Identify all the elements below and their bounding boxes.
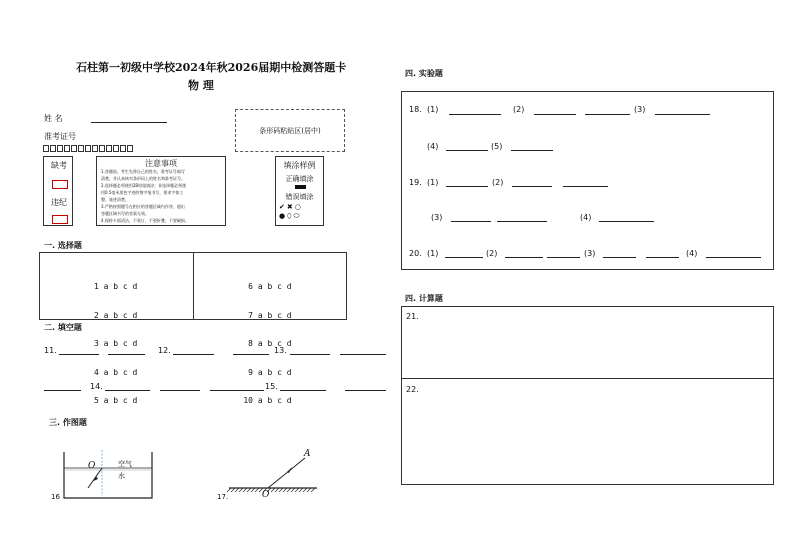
calculation-answer-box[interactable] [401,306,774,485]
choice-row-4: 4 a b c d [94,367,138,377]
q17-label: 17. [217,493,229,501]
correct-fill-label: 正确填涂 [285,175,314,183]
fig17-point-a: A [304,449,311,459]
q20-part4: (4) [686,249,698,258]
q13-blank-3[interactable] [44,390,81,391]
choice-row-1: 1 a b c d [94,282,138,291]
q18-blank-4[interactable] [655,114,710,115]
fig16-air-label: 空气 [118,460,132,468]
violation-checkbox[interactable] [52,215,68,224]
exam-id-label: 准考证号 [44,132,76,141]
q14-blank-1[interactable] [105,390,150,391]
q15-blank-2[interactable] [345,390,386,391]
q14-blank-2[interactable] [160,390,200,391]
name-field[interactable] [91,122,167,123]
q11-blank-1[interactable] [59,354,99,355]
q18-blank-3[interactable] [585,114,630,115]
q12-blank-1[interactable] [173,354,214,355]
q19-blank-2[interactable] [512,186,552,187]
q19-part2: (2) [492,178,504,187]
q20-part1: (1) [427,249,439,258]
fill-sample-box [275,156,324,226]
q14-blank-3[interactable] [210,390,264,391]
q18-blank-5[interactable] [446,150,488,151]
q18-part1: (1) [427,105,439,114]
barcode-area [235,109,345,152]
q20-blank-2[interactable] [505,257,543,258]
absent-violation-box [43,156,73,226]
q18-blank-6[interactable] [511,150,553,151]
q19-blank-5[interactable] [497,221,547,222]
q19-blank-3[interactable] [563,186,608,187]
q19-blank-1[interactable] [446,186,488,187]
q12-label: 12. [158,346,171,355]
choice-row-9: 9 a b c d [248,367,292,377]
q20-blank-1[interactable] [445,257,483,258]
page-title: 石柱第一初级中学校2024年秋2026届期中检测答题卡 [76,61,347,74]
q20-blank-5[interactable] [646,257,679,258]
q18-label: 18. [409,105,422,114]
correct-fill-mark [295,185,306,189]
q18-part4: (4) [427,142,439,151]
section4-title: 四. 实验题 [405,69,443,78]
q13-blank-1[interactable] [290,354,330,355]
choice-row-3: 3 a b c d [94,339,138,348]
choice-row-10: 10 a b c d [243,396,292,405]
q19-part1: (1) [427,178,439,187]
absent-checkbox[interactable] [52,180,68,189]
calculation-divider [402,378,773,379]
fill-sample-title: 填涂样例 [283,161,316,170]
q19-label: 19. [409,178,422,187]
wrong-fill-label: 错误填涂 [285,193,314,201]
q19-part4: (4) [580,213,592,222]
choice-row-7: 7 a b c d [248,310,292,320]
notice-title: 注意事项 [145,159,177,168]
q11-blank-2[interactable] [108,354,145,355]
exam-id-cells[interactable] [43,145,134,152]
q18-blank-1[interactable] [449,114,501,115]
q18-blank-2[interactable] [534,114,576,115]
notice-box [96,156,226,226]
fig16-point-o: O [88,461,96,471]
name-label: 姓 名 [44,114,63,123]
refraction-diagram[interactable] [40,440,180,505]
wrong-fill-marks: ✔✖○ ●⬯⬭ [279,203,303,220]
q15-blank-1[interactable] [280,390,326,391]
choice-left-column[interactable] [94,263,137,425]
q16-label: 16 [51,493,60,501]
q20-part2: (2) [486,249,498,258]
choice-row-2: 2 a b c d [94,310,138,320]
q19-part3: (3) [431,213,443,222]
subject-title: 物 理 [188,79,214,92]
q20-part3: (3) [584,249,596,258]
q18-part5: (5) [491,142,503,151]
experiment-answer-box [401,91,774,270]
notice-text: 1.答题前，考生先将自己的姓名、准考证号填写 清楚，并认真核对条形码上的姓名和准考证号。 2.选择题必须使用2B铅笔填涂；非选择题必须使 用0.5毫米黑色字迹的签字笔书写，要求字体工 整、笔迹清楚。 3.严格按照题号在相应的答题区域内作答，超出 答题区域书写的答案无效。 4.保持卡面清洁，不装订，不要折叠，不要破损。 [101,169,189,223]
q19-blank-6[interactable] [599,221,654,222]
section3-title: 三. 作图题 [49,418,87,427]
section5-title: 四. 计算题 [405,294,443,303]
q12-blank-2[interactable] [233,354,269,355]
barcode-label: 条形码粘贴区(居中) [259,127,321,135]
q19-blank-4[interactable] [451,221,491,222]
q20-label: 20. [409,249,422,258]
q13-blank-2[interactable] [340,354,386,355]
q14-label: 14. [90,382,103,391]
choice-row-6: 6 a b c d [248,282,292,291]
q18-part2: (2) [513,105,525,114]
q20-blank-3[interactable] [547,257,580,258]
q18-part3: (3) [634,105,646,114]
choice-row-5: 5 a b c d [94,396,138,405]
choice-right-column[interactable] [243,263,292,425]
choice-row-8: 8 a b c d [248,339,292,348]
q15-label: 15. [265,382,278,391]
fig16-water-label: 水 [118,472,125,480]
section1-title: 一. 选择题 [44,241,82,250]
choice-divider [193,253,194,319]
section2-title: 二. 填空题 [44,323,82,332]
fig17-point-o: O [262,490,270,500]
q21-label: 21. [406,312,419,321]
q13-label: 13. [274,346,287,355]
q20-blank-6[interactable] [706,257,761,258]
absent-label: 缺考 [51,161,67,170]
violation-label: 违纪 [51,198,67,207]
q22-label: 22. [406,385,419,394]
q11-label: 11. [44,346,57,355]
q20-blank-4[interactable] [603,257,636,258]
